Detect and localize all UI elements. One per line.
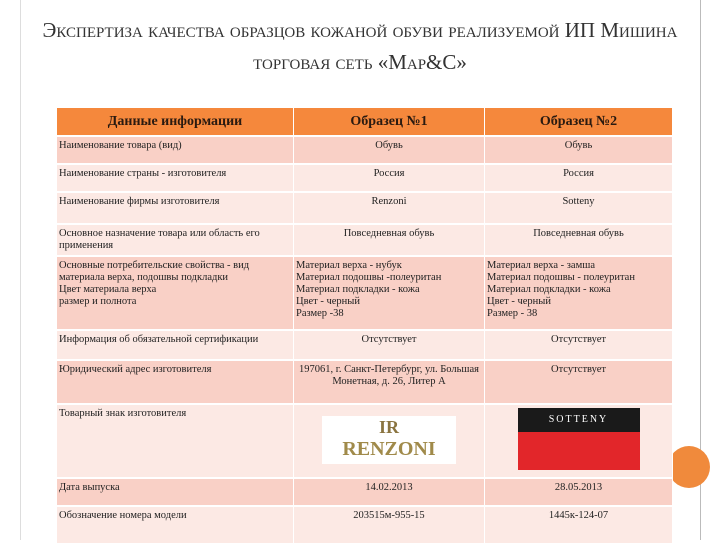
row-label: Дата выпуска [57,478,294,506]
table-row [57,256,673,330]
page-title: Экспертиза качества образцов кожаной обуви реализуемой ИП Мишина торговая сеть «Мар&С» [42,18,678,74]
row-label: Юридический адрес изготовителя [57,360,294,404]
cell-value: Отсутствует [485,360,673,404]
row-label: Основное назначение товара или область его применения [57,224,294,256]
cell-value [485,404,673,478]
cell-value: Россия [485,164,673,192]
sotteny-logo: SOTTENY [518,408,640,470]
cell-value [294,404,485,478]
cell-value: Renzoni [294,192,485,224]
row-label: Информация об обязательной сертификации [57,330,294,360]
header-cell: Данные информации [57,108,294,136]
cell-value: 203515м-955-15 [294,506,485,544]
table-row [57,192,673,224]
cell-value: Обувь [294,136,485,164]
cell-value: Материал верха - замша Материал подошвы - полеуритан Материал подкладки - кожа Цвет - черный Размер - 38 [485,256,673,330]
cell-value: Повседневная обувь [294,224,485,256]
row-label: Основные потребительские свойства - вид материала верха, подошвы подкладки Цвет материала верха размер и полнота [57,256,294,330]
comparison-table [57,108,673,545]
cell-value: Отсутствует [294,330,485,360]
row-label: Товарный знак изготовителя [57,404,294,478]
table-row [57,404,673,478]
cell-value: 14.02.2013 [294,478,485,506]
table-row [57,360,673,404]
table-row [57,164,673,192]
table-row [57,506,673,544]
row-label: Наименование страны - изготовителя [57,164,294,192]
header-cell: Образец №2 [485,108,673,136]
cell-value: 1445к-124-07 [485,506,673,544]
table-row [57,136,673,164]
decorative-circle [668,446,710,488]
cell-value: Материал верха - нубук Материал подошвы -полеуритан Материал подкладки - кожа Цвет - черный Размер -38 [294,256,485,330]
table-row [57,330,673,360]
cell-value: Россия [294,164,485,192]
row-label: Обозначение номера модели [57,506,294,544]
table-header [57,108,673,136]
header-cell: Образец №1 [294,108,485,136]
cell-value: Sotteny [485,192,673,224]
table-row [57,478,673,506]
cell-value: 197061, г. Санкт-Петербург, ул. Большая Монетная, д. 26, Литер А [294,360,485,404]
cell-value: Отсутствует [485,330,673,360]
table-row [57,224,673,256]
cell-value: 28.05.2013 [485,478,673,506]
row-label: Наименование фирмы изготовителя [57,192,294,224]
slide-border-left [20,0,21,540]
renzoni-logo: IR RENZONI [322,416,456,464]
cell-value: Обувь [485,136,673,164]
row-label: Наименование товара (вид) [57,136,294,164]
cell-value: Повседневная обувь [485,224,673,256]
